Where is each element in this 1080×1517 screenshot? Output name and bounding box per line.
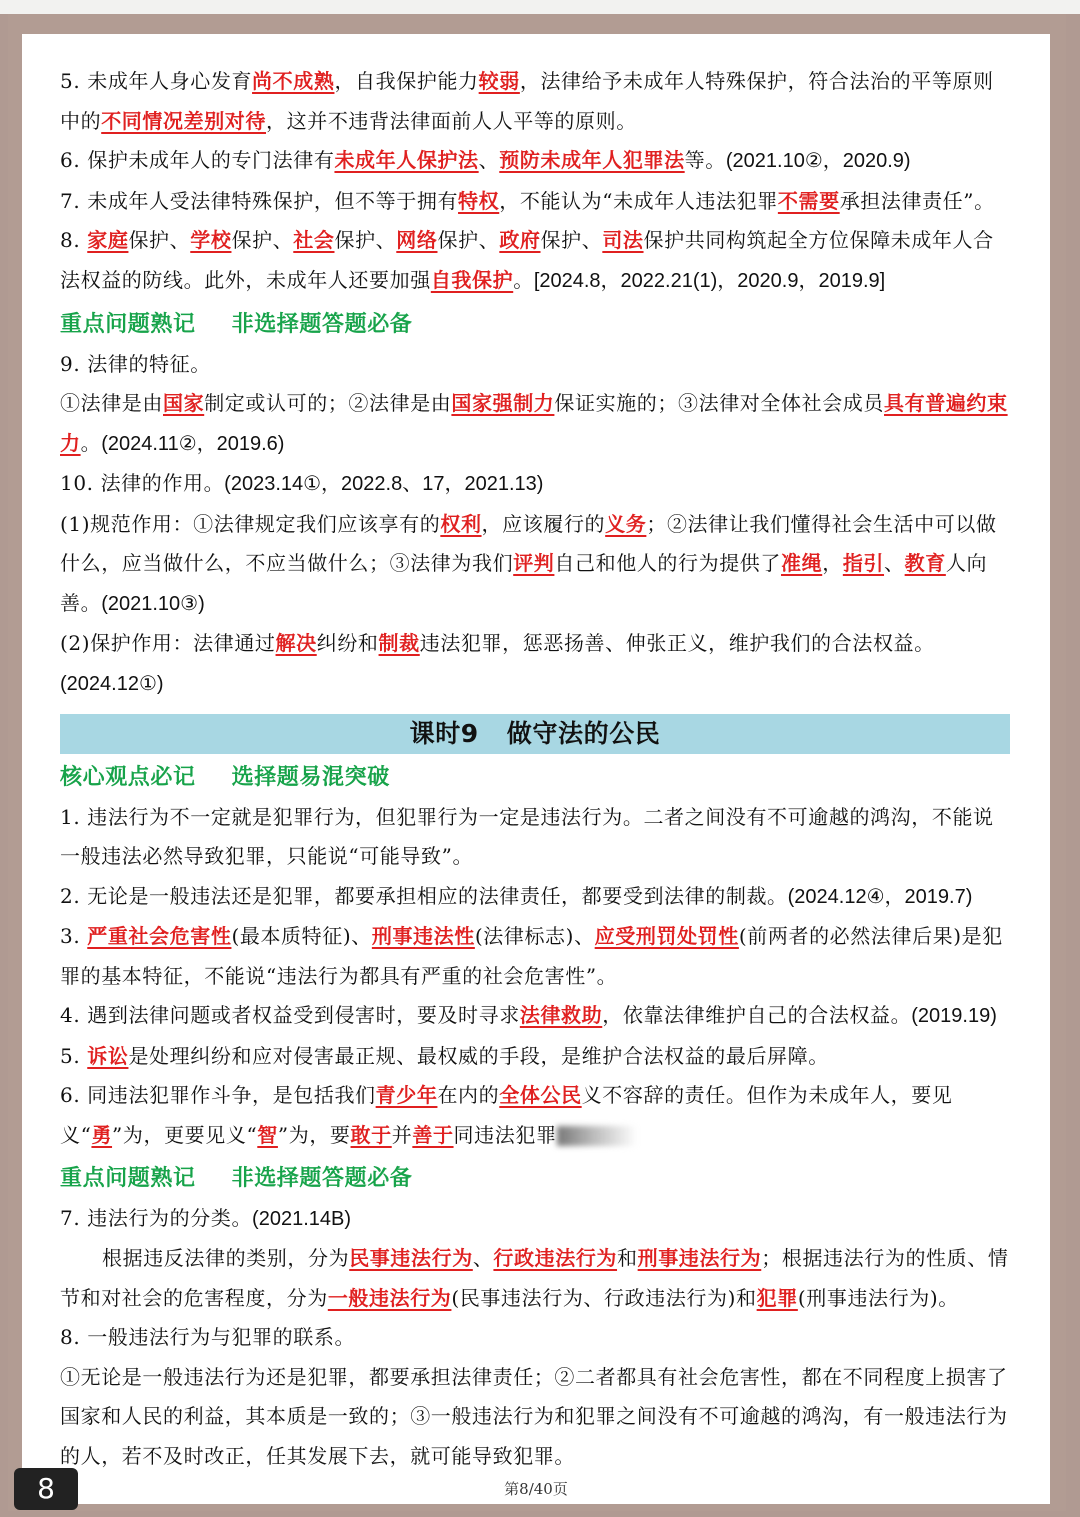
paragraph (60, 1037, 1010, 1077)
lesson-title: 做守法的公民 (506, 719, 661, 748)
text-run: 纠纷和 (316, 631, 379, 655)
paragraph (60, 505, 1010, 625)
paragraph (60, 1076, 1010, 1155)
key-term: 严重社会危害性 (87, 924, 232, 948)
key-term: 预防未成年人犯罪法 (499, 148, 685, 172)
key-term: 不同情况差别对待 (101, 108, 267, 133)
key-term: 较弱 (478, 69, 520, 93)
text-run: 9. 法律的特征。 (60, 351, 211, 376)
text-run: ，这并不违背法律面前人人平等的原则。 (266, 108, 637, 133)
text-run: 8. 一般违法行为与犯罪的联系。 (60, 1325, 356, 1349)
text-run: 8. (60, 228, 88, 252)
key-term: 善于 (412, 1122, 454, 1147)
section-heading-primary: 核心观点必记 (60, 765, 196, 790)
lesson-number: 课时9 (409, 719, 479, 748)
page-number-badge: 8 (14, 1468, 78, 1510)
text-run: 根据违反法律的类别，分为 (102, 1246, 350, 1270)
blurred-region (557, 1126, 637, 1146)
paragraph (60, 221, 1010, 301)
text-run: 自己和他人的行为提供了 (554, 551, 782, 575)
text-run: 保证实施的；③法律对全体社会成员 (554, 391, 885, 415)
section-heading-primary: 重点问题熟记 (60, 312, 196, 337)
document-content (60, 62, 1010, 1476)
key-term: 社会 (293, 228, 335, 252)
key-term: 应受刑罚处罚性 (594, 924, 739, 948)
text-run: (刑事违法行为)。 (797, 1285, 959, 1310)
text-run: 违法犯罪，惩恶扬善、伸张正义，维护我们的合法权益。 (419, 631, 935, 655)
key-term: 敢于 (350, 1122, 392, 1147)
exam-reference: [2024.8，2022.21(1)，2020.9，2019.9] (533, 269, 886, 292)
text-run: ”为，更要见义“ (112, 1122, 258, 1147)
text-run: ①法律是由 (60, 391, 163, 415)
text-run: 人向善。 (60, 551, 988, 615)
text-run: 2. 无论是一般违法还是犯罪，都要承担相应的法律责任，都要受到法律的制裁。 (60, 883, 788, 908)
key-term: 不需要 (777, 188, 840, 213)
key-term: 网络 (396, 228, 438, 252)
text-run: 6. 保护未成年人的专门法律有 (60, 148, 335, 172)
text-run: 、 (884, 551, 905, 575)
text-run: 。 (513, 267, 534, 292)
paragraph (60, 464, 1010, 505)
paragraph (60, 384, 1010, 464)
page-footer: 第8/40页 (504, 1480, 568, 1498)
exam-reference: (2021.10②，2020.9) (725, 150, 911, 172)
key-term: 特权 (458, 188, 500, 213)
section-heading-secondary: 选择题易混突破 (231, 765, 390, 790)
text-run: 保护、 (128, 228, 191, 252)
text-run: 、 (478, 148, 500, 172)
section-heading (60, 758, 1010, 798)
text-run: ①无论是一般违法行为还是犯罪，都要承担法律责任；②二者都具有社会危害性，都在不同程度上损害了国家和人民的利益，其本质是一致的；③一般违法行为和犯罪之间没有不可逾越的鸿沟，有一般违法行为的人，若不及时改正，任其发展下去，就可能导致犯罪。 (60, 1364, 1008, 1468)
text-run: 6. 同违法犯罪作斗争，是包括我们 (60, 1083, 376, 1107)
key-term: 自我保护 (430, 267, 514, 292)
key-term: 国家强制力 (451, 391, 555, 415)
text-run: 4. 遇到法律问题或者权益受到侵害时，要及时寻求 (60, 1003, 520, 1027)
key-term: 民事违法行为 (349, 1246, 473, 1270)
text-run: (民事违法行为、行政违法行为)和 (451, 1285, 757, 1310)
exam-reference: (2019.19) (911, 1005, 997, 1027)
paragraph (60, 1239, 1010, 1318)
text-run: 是处理纠纷和应对侵害最正规、最权威的手段，是维护合法权益的最后屏障。 (128, 1043, 829, 1068)
text-run: 并 (391, 1122, 413, 1147)
key-term: 刑事违法行为 (637, 1246, 762, 1270)
top-strip (0, 0, 1080, 14)
key-term: 尚不成熟 (252, 69, 335, 93)
key-term: 全体公民 (499, 1083, 582, 1107)
section-heading-secondary: 非选择题答题必备 (231, 1166, 413, 1191)
text-run: (2)保护作用：法律通过 (60, 631, 276, 655)
text-run: 在内的 (437, 1083, 500, 1107)
text-run: 保护共同构筑起全方位保障未成年人合法权益的防线。此外，未成年人还要加强 (60, 228, 994, 292)
text-run: 等。 (684, 148, 726, 172)
key-term: 教育 (904, 551, 946, 575)
text-run: (最本质特征)、 (231, 924, 372, 948)
text-run: (法律标志)、 (474, 924, 595, 948)
text-run: 承担法律责任”。 (839, 188, 995, 213)
key-term: 具有普遍约束力 (60, 391, 1008, 455)
text-run: 7. 未成年人受法律特殊保护，但不等于拥有 (60, 188, 459, 213)
paragraph (60, 917, 1010, 996)
text-run: 1. 违法行为不一定就是犯罪行为，但犯罪行为一定是违法行为。二者之间没有不可逾越的鸿沟，不能说一般违法必然导致犯罪，只能说“可能导致”。 (60, 804, 994, 868)
text-run: 和 (617, 1246, 638, 1270)
text-run: ，自我保护能力 (334, 69, 479, 93)
key-term: 制裁 (378, 631, 420, 655)
exam-reference: (2021.10③) (101, 592, 205, 615)
text-run: 同违法犯罪 (453, 1122, 557, 1147)
section-heading (60, 305, 1010, 345)
text-run: 制定或认可的；②法律是由 (204, 391, 452, 415)
text-run: 保护、 (540, 228, 603, 252)
lesson-title-bar (60, 714, 1010, 754)
exam-reference: (2023.14①，2022.8、17，2021.13) (224, 473, 544, 495)
key-term: 刑事违法性 (371, 924, 475, 948)
key-term: 犯罪 (756, 1285, 798, 1310)
key-term: 解决 (275, 631, 317, 655)
key-term: 准绳 (781, 551, 823, 575)
text-run: 5. 未成年人身心发育 (60, 69, 253, 93)
paragraph (60, 345, 1010, 385)
key-term: 未成年人保护法 (334, 148, 479, 172)
section-heading (60, 1159, 1010, 1199)
key-term: 权利 (440, 511, 482, 536)
key-term: 政府 (499, 228, 541, 252)
text-run: 10. 法律的作用。 (60, 471, 225, 495)
text-run: ，应该履行的 (481, 511, 606, 536)
exam-reference: (2024.11②，2019.6) (101, 432, 285, 455)
text-run: 保护、 (231, 228, 294, 252)
paragraph (60, 62, 1010, 141)
paragraph (60, 877, 1010, 918)
paragraph (60, 1318, 1010, 1358)
key-term: 行政违法行为 (493, 1246, 618, 1270)
key-term: 一般违法行为 (327, 1285, 452, 1310)
text-run: (前两者的必然法律后果)是犯罪的基本特征，不能说“违法行为都具有严重的社会危害性”。 (60, 924, 1003, 988)
text-run: 3. (60, 924, 88, 948)
key-term: 诉讼 (87, 1043, 129, 1068)
exam-reference: (2024.12①) (60, 672, 164, 695)
paragraph (60, 1358, 1010, 1477)
exam-reference: (2024.12④，2019.7) (787, 885, 973, 908)
section-heading-primary: 重点问题熟记 (60, 1166, 196, 1191)
text-run: ”为，要 (277, 1122, 351, 1147)
key-term: 家庭 (87, 228, 129, 252)
text-run: ，不能认为“未成年人违法犯罪 (499, 188, 778, 213)
paragraph (60, 996, 1010, 1037)
key-term: 评判 (513, 551, 555, 575)
paragraph (60, 141, 1010, 182)
text-run: ，依靠法律维护自己的合法权益。 (602, 1003, 912, 1027)
key-term: 青少年 (375, 1083, 438, 1107)
text-run: (1)规范作用：①法律规定我们应该享有的 (60, 511, 441, 536)
text-run: 。 (80, 430, 102, 455)
key-term: 勇 (91, 1122, 113, 1147)
key-term: 智 (257, 1122, 278, 1147)
key-term: 指引 (842, 551, 885, 575)
document-page (22, 34, 1050, 1504)
key-term: 法律救助 (519, 1003, 603, 1027)
text-run: ；②法律让我们懂得社会生活中可以做什么，应当做什么，不应当做什么；③法律为我们 (60, 511, 997, 575)
paragraph (60, 798, 1010, 877)
key-term: 义务 (605, 511, 647, 536)
section-heading-secondary: 非选择题答题必备 (231, 312, 413, 337)
text-run: 保护、 (334, 228, 397, 252)
text-run: ；根据违法行为的性质、情节和对社会的危害程度，分为 (60, 1246, 1009, 1310)
text-run: ， (822, 551, 843, 575)
paragraph (60, 624, 1010, 704)
exam-reference: (2021.14B) (252, 1207, 352, 1230)
key-term: 学校 (190, 228, 232, 252)
text-run: 义不容辞的责任。但作为未成年人，要见义“ (60, 1083, 953, 1147)
key-term: 国家 (163, 391, 205, 415)
text-run: 保护、 (437, 228, 500, 252)
key-term: 司法 (602, 228, 644, 252)
text-run: 、 (472, 1246, 494, 1270)
paragraph (60, 1199, 1010, 1240)
text-run: ，法律给予未成年人特殊保护，符合法治的平等原则中的 (60, 69, 994, 133)
text-run: 5. (60, 1043, 88, 1068)
paragraph (60, 182, 1010, 222)
text-run: 7. 违法行为的分类。 (60, 1205, 253, 1230)
